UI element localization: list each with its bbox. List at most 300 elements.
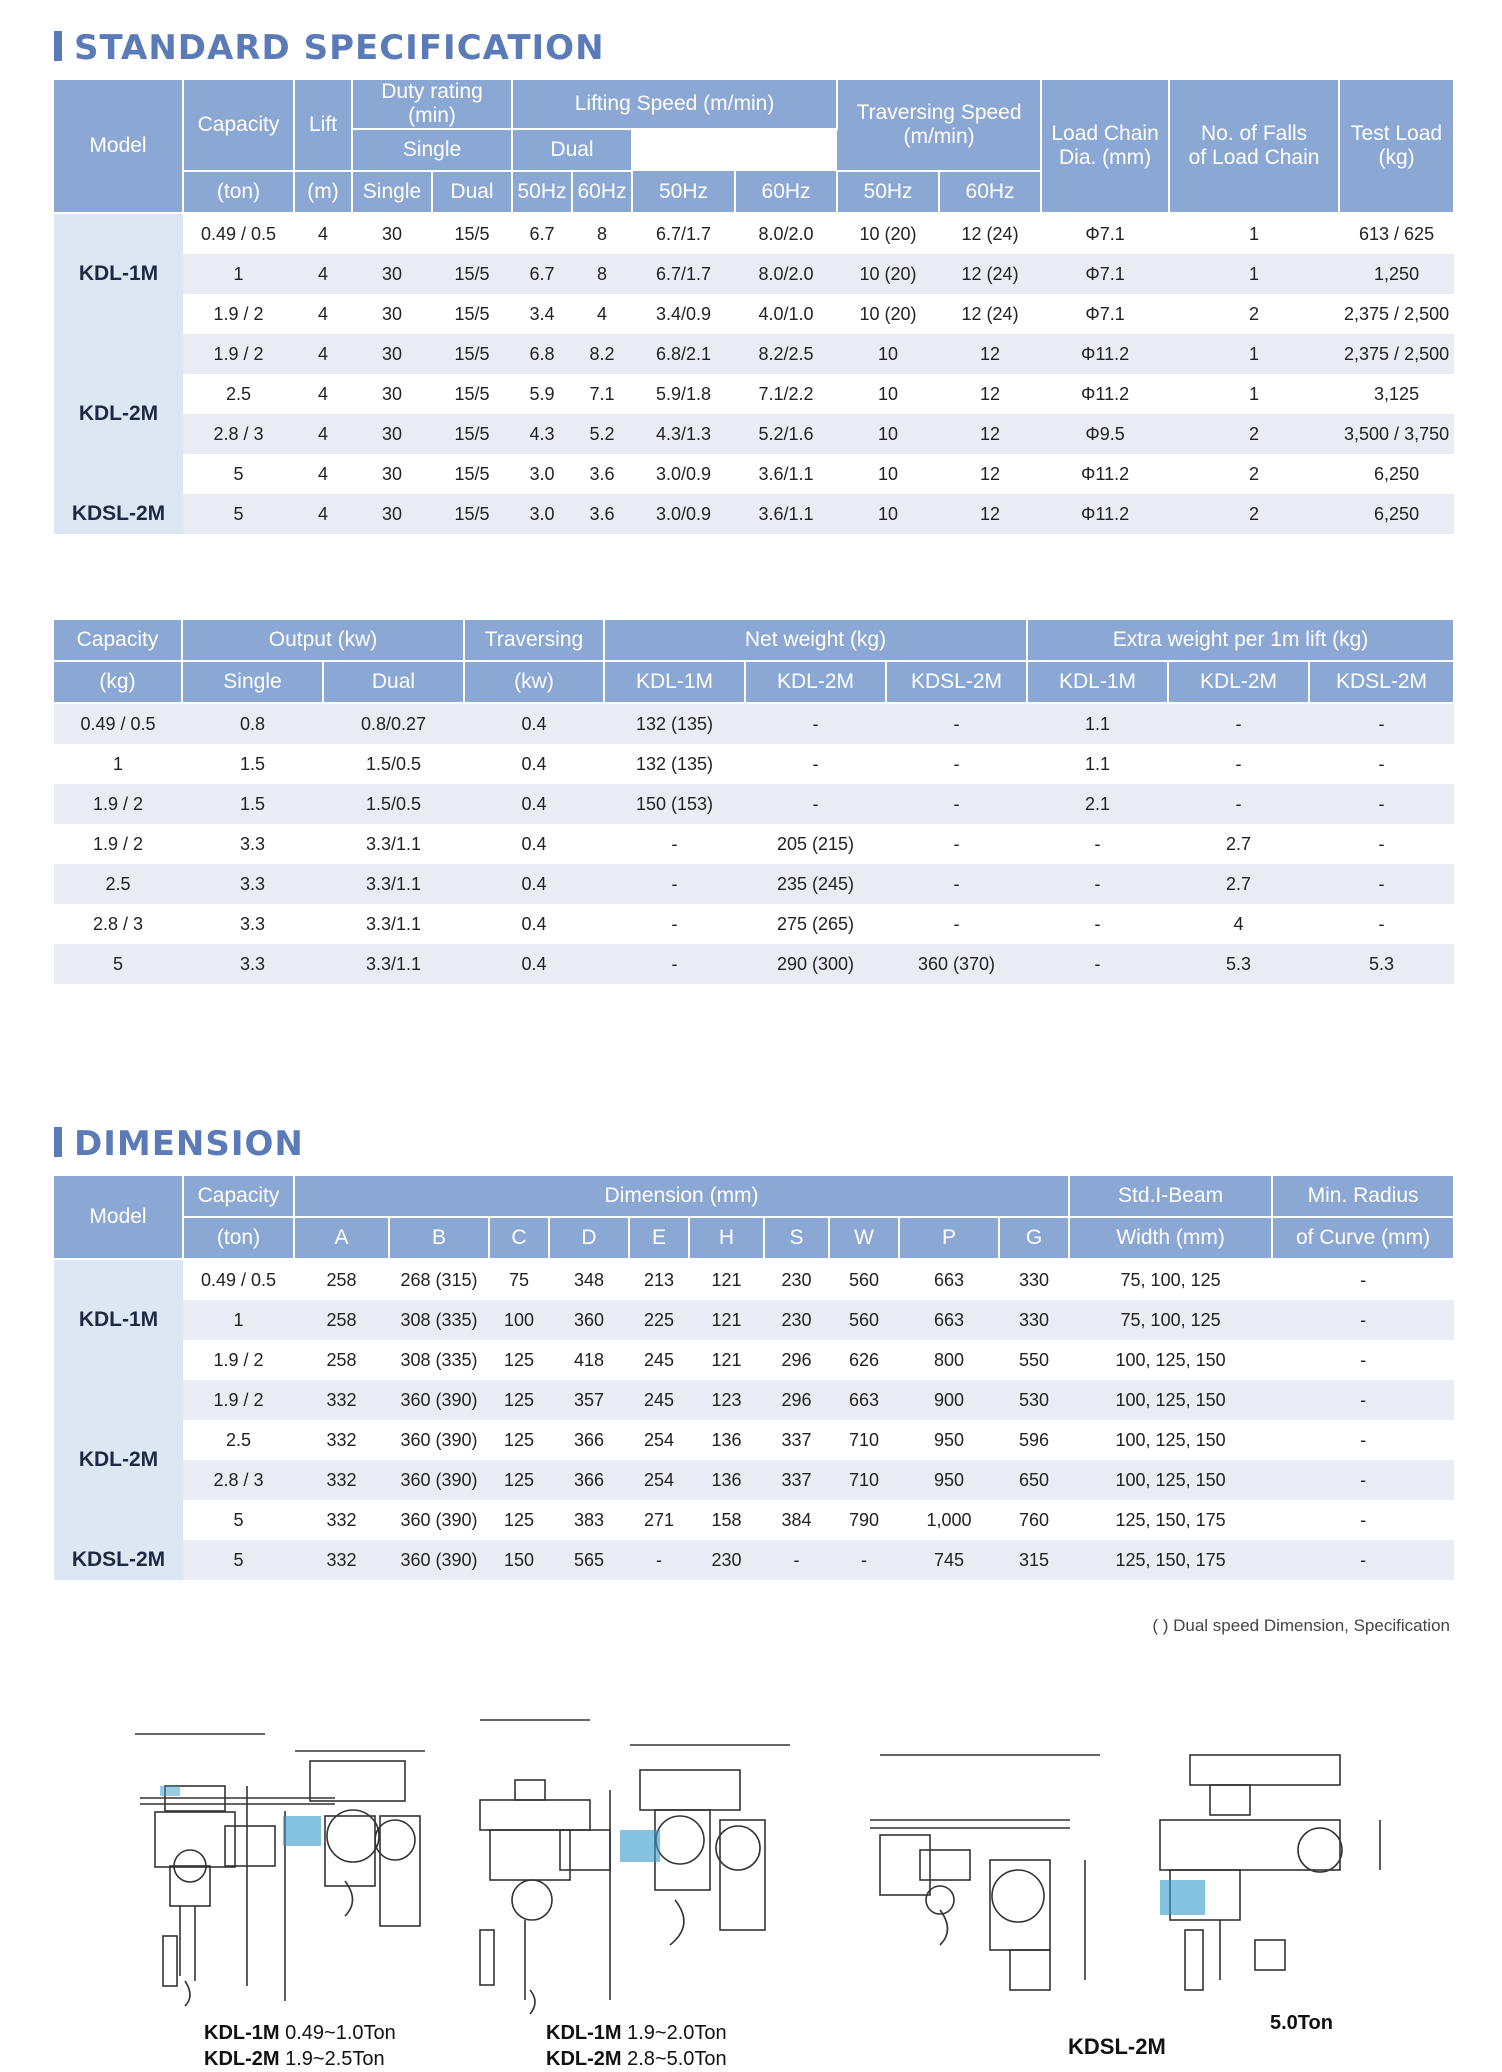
table-cell: 3.3 [182, 864, 323, 904]
table-cell: - [1094, 913, 1101, 934]
table-cell: 296 [781, 1349, 812, 1370]
dim-header-beam: Std.I-Beam [1069, 1176, 1272, 1217]
table-cell: 4 [597, 303, 608, 324]
table-cell: 12 [939, 494, 1041, 534]
dim-header-letter: P [899, 1217, 999, 1259]
table-row [54, 1259, 1454, 1300]
drawing-3-range: 5.0Ton [1270, 2012, 1333, 2034]
table-cell: 100, 125, 150 [1115, 1349, 1226, 1370]
table-cell: 10 [837, 414, 939, 454]
table-cell: 15/5 [454, 223, 490, 244]
table-row [54, 414, 1454, 454]
table-cell: 150 (153) [604, 784, 745, 824]
table-cell: 2.8 / 3 [92, 913, 144, 934]
dim-header-letter: A [294, 1217, 389, 1259]
table-cell: 12 (24) [961, 303, 1019, 324]
model-cell: KDL-1M [54, 1259, 183, 1380]
table-cell: 258 [326, 1349, 357, 1370]
table-cell: 4 [317, 383, 328, 404]
table-cell: 230 [781, 1269, 812, 1290]
header-hz: 50Hz [512, 171, 572, 213]
drawing-3-model: KDSL-2M [1068, 2034, 1166, 2059]
table-cell: 332 [326, 1429, 357, 1450]
table-cell: 8 [572, 254, 632, 294]
table-cell: - [1309, 703, 1454, 744]
table-cell: 1,000 [926, 1509, 972, 1530]
table-cell: 1 [112, 753, 123, 774]
table-cell: 360 (390) [389, 1380, 489, 1420]
table-cell: 125 [503, 1349, 535, 1370]
table-cell: 4 [1233, 913, 1244, 934]
weight-header-capacity: Capacity [54, 620, 182, 661]
model-cell: KDSL-2M [54, 494, 183, 534]
model-cell: KDL-2M [54, 1380, 183, 1540]
table-cell: 15/5 [432, 254, 512, 294]
table-cell: 560 [829, 1300, 899, 1340]
table-cell: 235 (245) [745, 864, 886, 904]
table-cell: - [1309, 784, 1454, 824]
table-cell: - [671, 913, 678, 934]
table-cell: 30 [381, 463, 403, 484]
table-cell: - [745, 703, 886, 744]
table-cell: 12 [980, 463, 1001, 484]
table-cell: 5.3 [1168, 944, 1309, 984]
dim-header-letter: W [829, 1217, 899, 1259]
table-cell: - [812, 753, 819, 774]
table-cell: 0.4 [521, 753, 547, 774]
table-cell: 1.9 / 2 [213, 1349, 264, 1370]
table-cell: 790 [848, 1509, 880, 1530]
table-cell: 0.4 [464, 864, 604, 904]
table-cell: - [604, 864, 745, 904]
table-cell: 125 [503, 1509, 535, 1530]
table-cell: 10 (20) [859, 223, 917, 244]
table-cell: 3.0 [529, 463, 555, 484]
table-cell: 1.9 / 2 [54, 784, 182, 824]
table-cell: 8.0/2.0 [758, 223, 814, 244]
dim-header-letter: D [549, 1217, 629, 1259]
table-cell: 3.3/1.1 [323, 864, 464, 904]
table-cell: 357 [549, 1380, 629, 1420]
table-cell: 332 [294, 1540, 389, 1580]
table-cell: 121 [711, 1349, 742, 1370]
table-cell: 0.4 [464, 703, 604, 744]
table-cell: 315 [999, 1540, 1069, 1580]
table-cell: 75 [508, 1269, 530, 1290]
table-row [54, 294, 1454, 334]
dim-header-beam-unit: Width (mm) [1069, 1217, 1272, 1259]
table-row [54, 494, 1454, 534]
header-duty-dual: Dual [432, 171, 512, 213]
table-cell: - [604, 944, 745, 984]
table-cell: 360 [549, 1300, 629, 1340]
table-cell: 950 [933, 1429, 965, 1450]
table-cell: 15/5 [454, 303, 490, 324]
table-cell: 2.8 / 3 [183, 1460, 294, 1500]
table-cell: - [886, 864, 1027, 904]
header-test-load: Test Load (kg) [1339, 80, 1454, 213]
table-cell: 308 (335) [389, 1300, 489, 1340]
table-cell: - [1168, 784, 1309, 824]
table-cell: 1.1 [1027, 703, 1168, 744]
table-cell: - [1378, 753, 1385, 774]
table-cell: - [629, 1540, 689, 1580]
table-cell: 15/5 [454, 383, 490, 404]
model-cell: KDSL-2M [54, 1540, 183, 1580]
table-cell: - [1094, 833, 1101, 854]
table-cell: 950 [899, 1460, 999, 1500]
table-cell: 663 [899, 1300, 999, 1340]
table-cell: 1.9 / 2 [183, 1380, 294, 1420]
table-cell: 3.0/0.9 [655, 463, 712, 484]
table-cell: 12 [980, 383, 1001, 404]
table-cell: 308 (335) [400, 1349, 478, 1370]
weight-header-dual: Dual [323, 661, 464, 703]
table-cell: Φ11.2 [1041, 494, 1169, 534]
table-cell: 258 [294, 1300, 389, 1340]
table-cell: 3.3/1.1 [323, 944, 464, 984]
table-cell: 132 (135) [604, 703, 745, 744]
table-cell: 4 [317, 223, 328, 244]
table-cell: 384 [781, 1509, 812, 1530]
table-cell: - [1378, 833, 1385, 854]
drawing-1-caption: KDL-1M 0.49~1.0Ton KDL-2M 1.9~2.5Ton [204, 2022, 396, 2070]
table-cell: 332 [294, 1380, 389, 1420]
dim-header-radius: Min. Radius [1272, 1176, 1454, 1217]
table-cell: - [1378, 913, 1385, 934]
weight-header-kdl1m: KDL-1M [604, 661, 745, 703]
table-cell: 125, 150, 175 [1115, 1509, 1226, 1530]
table-row [54, 904, 1454, 944]
table-cell: 626 [848, 1349, 880, 1370]
drawing-2-caption: KDL-1M 1.9~2.0Ton KDL-2M 2.8~5.0Ton [546, 2022, 727, 2070]
table-cell: Φ7.1 [1085, 223, 1125, 244]
table-cell: 360 (390) [389, 1540, 489, 1580]
table-cell: 136 [689, 1460, 764, 1500]
table-cell: 613 / 625 [1359, 223, 1435, 244]
dimension-table-body [54, 1259, 1454, 1580]
weight-header-output: Output (kw) [182, 620, 464, 661]
table-cell: 330 [1019, 1269, 1050, 1290]
table-cell: 2.1 [1027, 784, 1168, 824]
table-cell: 332 [294, 1460, 389, 1500]
table-cell: 1.1 [1085, 753, 1111, 774]
hoist-drawing-3 [860, 1710, 1440, 2000]
header-lifting-speed: Lifting Speed (m/min) [512, 80, 837, 129]
table-cell: 121 [711, 1269, 742, 1290]
table-cell: 75, 100, 125 [1120, 1269, 1221, 1290]
table-cell: 132 (135) [635, 753, 714, 774]
table-cell: 230 [764, 1300, 829, 1340]
table-row [54, 334, 1454, 374]
table-cell: 3.3/1.1 [365, 913, 422, 934]
table-cell: 2 [1249, 303, 1260, 324]
weight-table-body [54, 703, 1454, 984]
header-falls: No. of Falls of Load Chain [1169, 80, 1339, 213]
table-cell: 0.4 [521, 913, 547, 934]
table-cell: 0.4 [464, 784, 604, 824]
table-row [54, 454, 1454, 494]
table-cell: 245 [643, 1349, 675, 1370]
header-lifting-dual: Dual [512, 129, 632, 171]
table-row [54, 1420, 1454, 1460]
table-cell: 1.9 / 2 [92, 833, 144, 854]
table-cell: 125 [503, 1429, 535, 1450]
table-cell: 3.3 [239, 913, 266, 934]
table-cell: 360 (370) [886, 944, 1027, 984]
table-cell: 30 [381, 223, 403, 244]
table-cell: 15/5 [432, 414, 512, 454]
table-cell: 3,500 / 3,750 [1339, 414, 1454, 454]
table-cell: 10 [878, 463, 899, 484]
table-cell: 125 [489, 1380, 549, 1420]
table-cell: - [1360, 1429, 1367, 1450]
table-cell: - [886, 703, 1027, 744]
weight-header-extra: Extra weight per 1m lift (kg) [1027, 620, 1454, 661]
dual-speed-note: ( ) Dual speed Dimension, Specification [1152, 1616, 1450, 1635]
table-cell: 3.3 [239, 833, 266, 854]
table-cell: 296 [764, 1380, 829, 1420]
table-cell: 3.0 [512, 494, 572, 534]
table-cell: 710 [829, 1460, 899, 1500]
table-cell: 663 [933, 1269, 965, 1290]
table-cell: 337 [764, 1460, 829, 1500]
table-cell: 366 [573, 1429, 605, 1450]
table-cell: 271 [643, 1509, 675, 1530]
table-cell: 10 (20) [859, 303, 917, 324]
header-capacity-unit: (ton) [183, 171, 294, 213]
table-cell: 254 [643, 1429, 675, 1450]
table-row [54, 744, 1454, 784]
table-cell: - [1235, 753, 1242, 774]
header-hz: 60Hz [572, 171, 632, 213]
table-cell: 2 [1169, 494, 1339, 534]
table-cell: 383 [573, 1509, 605, 1530]
table-cell: 4.3/1.3 [632, 414, 735, 454]
table-cell: - [1360, 1269, 1367, 1290]
table-cell: 125, 150, 175 [1069, 1540, 1272, 1580]
table-cell: 0.4 [521, 833, 547, 854]
table-row [54, 824, 1454, 864]
header-duty-single: Single [352, 171, 432, 213]
table-cell: 3.6/1.1 [735, 494, 837, 534]
table-cell: 5.9 [529, 383, 555, 404]
spec-table [54, 80, 1455, 534]
header-hz: 50Hz [837, 171, 939, 213]
weight-header-kdsl2m: KDSL-2M [886, 661, 1027, 703]
table-cell: 15/5 [454, 463, 490, 484]
table-cell: 2 [1169, 414, 1339, 454]
dim-header-letter: B [389, 1217, 489, 1259]
table-cell: 663 [829, 1380, 899, 1420]
table-cell: 4 [294, 254, 352, 294]
table-cell: 1 [1249, 383, 1260, 404]
table-cell: 290 (300) [745, 944, 886, 984]
model-cell: KDL-1M [54, 213, 183, 334]
table-row [54, 864, 1454, 904]
table-cell: 2 [1249, 463, 1260, 484]
table-row [54, 1380, 1454, 1420]
dimension-table [54, 1176, 1455, 1580]
table-cell: 8.0/2.0 [735, 254, 837, 294]
table-cell: 5 [233, 1509, 244, 1530]
table-cell: 7.1/2.2 [758, 383, 814, 404]
table-cell: 6.7 [512, 254, 572, 294]
table-cell: 30 [381, 383, 403, 404]
spec-section-title: STANDARD SPECIFICATION [54, 28, 605, 68]
table-cell: 2.7 [1168, 864, 1309, 904]
table-cell: 6.7/1.7 [655, 223, 712, 244]
table-cell: 6.8/2.1 [632, 334, 735, 374]
table-cell: 2,375 / 2,500 [1344, 303, 1450, 324]
table-cell: 1.9 / 2 [213, 303, 264, 324]
dim-header-capacity-unit: (ton) [183, 1217, 294, 1259]
table-cell: 10 [837, 494, 939, 534]
table-cell: - [1027, 944, 1168, 984]
table-cell: 12 [939, 414, 1041, 454]
table-cell: 650 [999, 1460, 1069, 1500]
table-cell: 30 [381, 303, 403, 324]
table-cell: - [953, 913, 960, 934]
table-cell: 1,250 [1339, 254, 1454, 294]
table-cell: - [1272, 1300, 1454, 1340]
header-hz: 50Hz [632, 171, 735, 213]
table-row [54, 1540, 1454, 1580]
table-cell: - [764, 1540, 829, 1580]
table-cell: 330 [999, 1300, 1069, 1340]
table-row [54, 784, 1454, 824]
table-cell: 5 [183, 1540, 294, 1580]
header-traversing-speed: Traversing Speed (m/min) [837, 80, 1041, 171]
header-capacity: Capacity [183, 80, 294, 171]
hoist-drawing-1 [135, 1716, 445, 2016]
table-cell: 530 [999, 1380, 1069, 1420]
header-hz: 60Hz [939, 171, 1041, 213]
table-cell: - [1168, 703, 1309, 744]
table-cell: 3.6 [589, 463, 615, 484]
table-cell: 254 [629, 1460, 689, 1500]
table-cell: Φ11.2 [1081, 383, 1130, 404]
weight-header-capacity-unit: (kg) [54, 661, 182, 703]
table-cell: - [671, 833, 678, 854]
table-cell: - [1027, 864, 1168, 904]
table-cell: 5.9/1.8 [655, 383, 712, 404]
weight-header-single: Single [182, 661, 323, 703]
table-cell: 800 [933, 1349, 965, 1370]
table-cell: 136 [711, 1429, 742, 1450]
table-cell: - [1272, 1460, 1454, 1500]
table-cell: 15/5 [432, 494, 512, 534]
dim-header-capacity: Capacity [183, 1176, 294, 1217]
table-cell: 2.5 [225, 1429, 252, 1450]
weight-table [54, 620, 1455, 984]
table-cell: 1.5 [182, 784, 323, 824]
table-cell: 337 [781, 1429, 812, 1450]
table-cell: 230 [689, 1540, 764, 1580]
weight-header-net: Net weight (kg) [604, 620, 1027, 661]
table-cell: 205 (215) [776, 833, 855, 854]
dim-header-model: Model [54, 1176, 183, 1259]
header-load-chain: Load Chain Dia. (mm) [1041, 80, 1169, 213]
table-cell: 0.49 / 0.5 [200, 223, 277, 244]
table-cell: 150 [489, 1540, 549, 1580]
table-cell: 5 [54, 944, 182, 984]
table-cell: 360 (390) [400, 1509, 478, 1530]
table-cell: 2.5 [54, 864, 182, 904]
header-lift: Lift [294, 80, 352, 171]
table-cell: 30 [352, 494, 432, 534]
table-cell: 745 [899, 1540, 999, 1580]
table-row [54, 213, 1454, 254]
table-cell: 12 (24) [939, 254, 1041, 294]
header-model: Model [54, 80, 183, 213]
table-cell: 0.4 [464, 944, 604, 984]
table-cell: 123 [689, 1380, 764, 1420]
table-cell: 900 [899, 1380, 999, 1420]
table-row [54, 1460, 1454, 1500]
table-cell: - [1272, 1380, 1454, 1420]
table-cell: - [829, 1540, 899, 1580]
table-cell: 4.0/1.0 [758, 303, 814, 324]
table-cell: 6.7 [529, 223, 555, 244]
table-cell: - [886, 784, 1027, 824]
table-cell: 2.7 [1226, 833, 1252, 854]
table-cell: 6,250 [1374, 463, 1420, 484]
table-cell: 100, 125, 150 [1069, 1380, 1272, 1420]
table-cell: 258 [326, 1269, 357, 1290]
table-cell: Φ7.1 [1041, 254, 1169, 294]
table-cell: Φ9.5 [1041, 414, 1169, 454]
table-cell: 596 [1019, 1429, 1050, 1450]
header-hz: 60Hz [735, 171, 837, 213]
table-cell: 8.2/2.5 [735, 334, 837, 374]
table-cell: - [953, 833, 960, 854]
spec-table-body [54, 213, 1454, 534]
table-cell: 1 [183, 1300, 294, 1340]
table-cell: 4 [294, 334, 352, 374]
table-cell: 121 [689, 1300, 764, 1340]
table-cell: 760 [1019, 1509, 1050, 1530]
table-row [54, 944, 1454, 984]
table-row [54, 1300, 1454, 1340]
table-cell: 3.6/1.1 [758, 463, 814, 484]
table-cell: 0.8 [182, 703, 323, 744]
table-cell: - [1309, 864, 1454, 904]
table-cell: 7.1 [589, 383, 615, 404]
table-cell: 10 (20) [837, 254, 939, 294]
table-row [54, 374, 1454, 414]
table-cell: 2.5 [225, 383, 252, 404]
header-lift-unit: (m) [294, 171, 352, 213]
table-cell: 360 (390) [400, 1429, 478, 1450]
dim-header-radius-unit: of Curve (mm) [1272, 1217, 1454, 1259]
table-cell: 3.6 [572, 494, 632, 534]
table-cell: 15/5 [432, 334, 512, 374]
dim-header-letter: G [999, 1217, 1069, 1259]
table-cell: 2.8 / 3 [183, 414, 294, 454]
table-cell: 360 (390) [389, 1460, 489, 1500]
table-cell: 3.4 [529, 303, 555, 324]
table-cell: 268 (315) [400, 1269, 478, 1290]
weight-header-kdl2m: KDL-2M [745, 661, 886, 703]
table-cell: 12 [939, 334, 1041, 374]
header-lifting-single: Single [352, 129, 512, 171]
table-cell: 4 [294, 414, 352, 454]
dim-header-letter: S [764, 1217, 829, 1259]
weight-header-kdsl2m: KDSL-2M [1309, 661, 1454, 703]
table-cell: 8 [597, 223, 608, 244]
table-cell: 30 [352, 254, 432, 294]
